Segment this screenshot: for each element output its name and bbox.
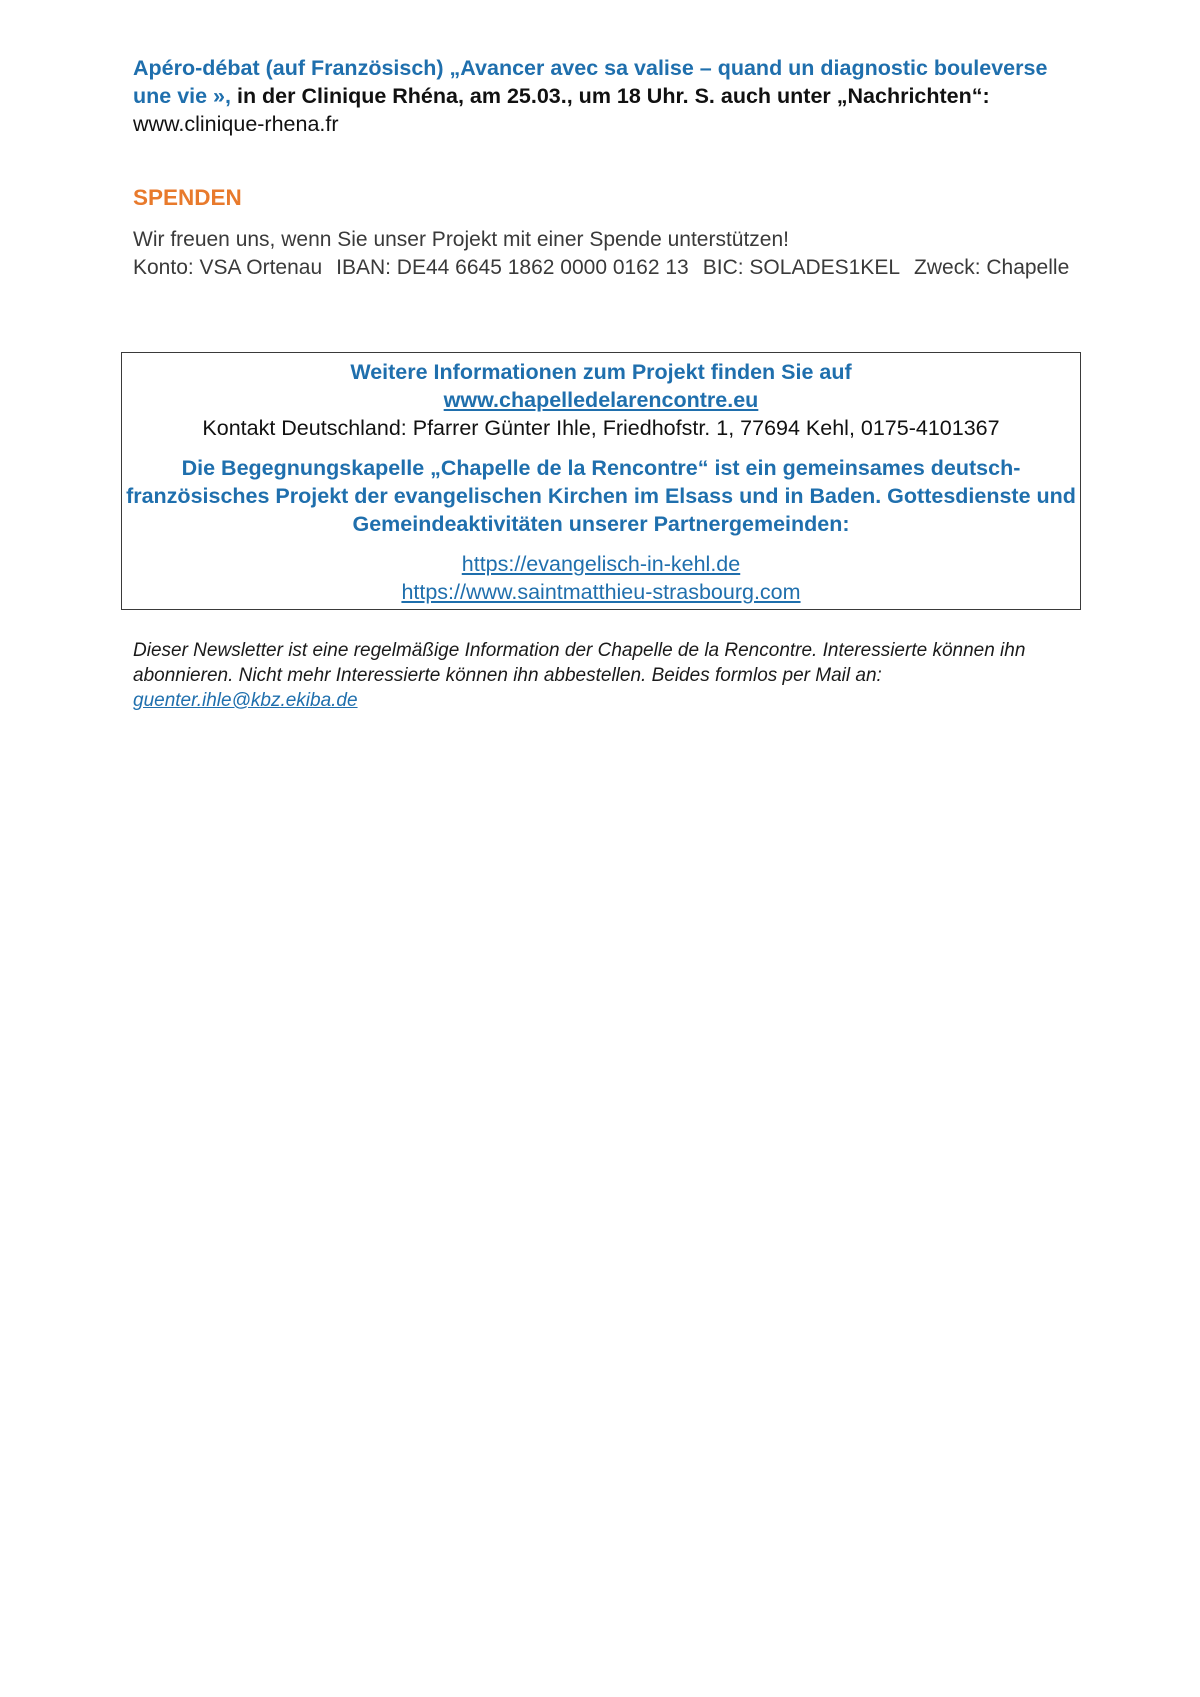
donations-heading: SPENDEN [133,185,242,210]
project-description: Die Begegnungskapelle „Chapelle de la Rencontre“ ist ein gemeinsames deutsch-französisches Projekt der evangelischen Kirchen im Elsass und in Baden. Gottesdienste und Gemeindeaktivitäten unserer Partnergemeinden: [126,456,1076,536]
more-info-text: Weitere Informationen zum Projekt finden Sie auf [350,360,852,384]
contact-germany: Kontakt Deutschland: Pfarrer Günter Ihle, Friedhofstr. 1, 77694 Kehl, 0175-4101367 [202,416,1000,440]
newsletter-footer [133,638,1083,713]
partner-links [122,550,1080,606]
document-page [126,54,1083,711]
donations-account: Konto: VSA Ortenau [133,256,323,279]
event-details: in der Clinique Rhéna, am 25.03., um 18 Uhr. S. auch unter „Nachrichten“: [231,84,990,108]
event-title: Apéro-débat (auf Französisch) „Avancer avec sa valise – quand un diagnostic bouleverse une vie », [133,56,1048,108]
donations-purpose: Zweck: Chapelle [914,256,1070,279]
donations-iban: IBAN: DE44 6645 1862 0000 0162 13 [336,256,689,279]
project-url-line [122,386,1080,414]
donations-text-block [133,226,1083,282]
contact-email-link[interactable]: guenter.ihle@kbz.ekiba.de [133,690,358,711]
strasbourg-parish-link[interactable]: https://www.saintmatthieu-strasbourg.com [401,580,801,604]
donations-intro: Wir freuen uns, wenn Sie unser Projekt mit einer Spende unterstützen! [133,228,790,251]
donations-bic: BIC: SOLADES1KEL [702,256,901,279]
kehl-parish-link[interactable]: https://evangelisch-in-kehl.de [461,552,741,576]
event-website: www.clinique-rhena.fr [133,112,339,136]
footer-text: Dieser Newsletter ist eine regelmäßige Information der Chapelle de la Rencontre. Interessierte können ihn abonnieren. Nicht mehr Interessierte können ihn abbestellen. Beides formlos per Mail an: [133,640,1026,686]
project-website-link[interactable]: www.chapelledelarencontre.eu [443,388,759,412]
info-box [121,352,1081,610]
event-announcement [133,54,1083,138]
